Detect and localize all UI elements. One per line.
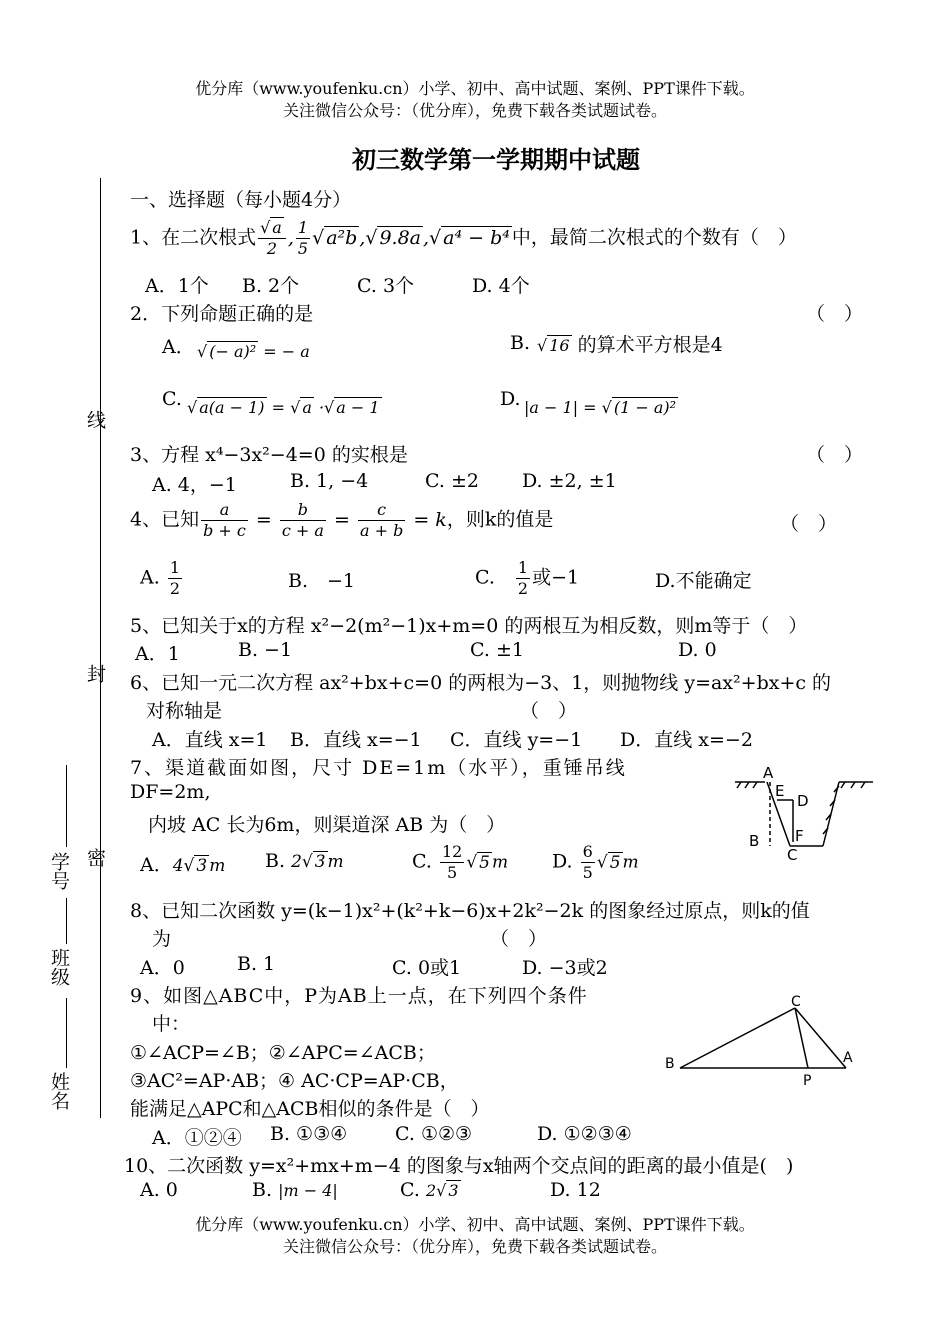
q2-stem: 2．下列命题正确的是 xyxy=(130,303,314,325)
q4-option-c-label: C. xyxy=(475,566,495,589)
q10-option-a: A. 0 xyxy=(140,1179,178,1201)
q6-option-b: B．直线 x=−1 xyxy=(290,729,422,751)
q6-paren: （ ） xyxy=(520,700,578,722)
q1-option-d: D. 4个 xyxy=(472,275,530,297)
binding-line xyxy=(100,178,101,1118)
q4-formula: $\frac{a}{b + c}$ = $\frac{b}{c + a}$ = $\frac{c}{a + b}$ = k xyxy=(203,500,447,540)
q2-option-b-label: B. xyxy=(510,332,531,354)
q5-option-c: C. ±1 xyxy=(470,639,524,661)
q7-fig-label-e: E xyxy=(775,782,785,800)
section-heading: 一、选择题（每小题4分） xyxy=(130,189,352,211)
student-id-line xyxy=(66,765,67,847)
q4-prefix: 4、已知 xyxy=(130,508,200,531)
q8-stem-2: 为 xyxy=(152,928,172,950)
q4-option-c: C. $\frac{1}{2}$ 或−1 xyxy=(475,558,580,598)
q9-fig-label-c: C xyxy=(791,994,801,1010)
q5-option-d: D. 0 xyxy=(678,639,717,661)
page-title: 初三数学第一学期期中试题 xyxy=(352,146,640,174)
q2-option-b-text: 的算术平方根是4 xyxy=(577,334,723,356)
q10-option-b: B. |m − 4| xyxy=(252,1179,338,1201)
q2-paren: （ ） xyxy=(806,303,864,325)
q2-option-d-formula: |a − 1| = √ (1 − a)² xyxy=(524,398,677,417)
q6-stem: 6、已知一元二次方程 ax²+bx+c=0 的两根为−3、1，则抛物线 y=ax²+bx+c 的 xyxy=(130,672,832,694)
q4-suffix: ，则k的值是 xyxy=(446,508,554,531)
q8-option-b: B. 1 xyxy=(237,953,276,975)
q7-option-d: D. $\frac{6}{5}$ √ 5 m xyxy=(552,842,639,882)
header-line-1: 优分库（www.youfenku.cn）小学、初中、高中试题、案例、PPT课件下载。 xyxy=(195,79,755,98)
q2-option-b: √ 16 的算术平方根是4 xyxy=(537,334,723,356)
q6-stem-2: 对称轴是 xyxy=(146,700,223,722)
student-id-label: 学号 xyxy=(48,852,70,890)
q2-option-c-formula: √ a(a − 1) = √ a ·√ a − 1 xyxy=(187,398,380,417)
q1-option-b: B. 2个 xyxy=(242,275,300,297)
q9-stem-2: 中： xyxy=(152,1013,191,1035)
q7-stem: 7、渠道截面如图，尺寸 DE=1m（水平），重锤吊线 xyxy=(130,757,627,779)
q8-paren: （ ） xyxy=(490,928,548,950)
q10-option-c-label: C. xyxy=(400,1179,420,1201)
q4-paren: （ ） xyxy=(780,513,838,535)
q2-option-a-formula: √ (− a)² = − a xyxy=(197,342,310,361)
q5-option-b: B. −1 xyxy=(238,639,293,661)
q6-option-d: D．直线 x=−2 xyxy=(620,729,753,751)
q1-radicals: $\frac{√ a}{2}$ , $\frac{1}{5}$ √ a²b ,√ 9.8a ,√ a⁴ − b⁴ xyxy=(260,218,510,258)
q7-fig-label-d: D xyxy=(797,792,809,810)
q3-stem: 3、方程 x⁴−3x²−4=0 的实根是 xyxy=(130,444,408,466)
q9-condition-line-1: ①∠ACP=∠B；②∠APC=∠ACB； xyxy=(130,1042,436,1064)
q4-option-a: A. $\frac{1}{2}$ xyxy=(140,558,180,598)
q7-option-a: A．4√ 3 m xyxy=(140,854,226,876)
q9-stem: 9、如图△ABC中，P为AB上一点，在下列四个条件 xyxy=(130,985,588,1007)
q7-stem-3: 内坡 AC 长为6m，则渠道深 AB 为（ ） xyxy=(148,814,506,836)
q3-option-d: D. ±2, ±1 xyxy=(522,470,617,492)
name-label: 姓名 xyxy=(48,1072,70,1110)
q7-option-b-label: B. xyxy=(265,850,286,872)
q9-option-a: A．①②④ xyxy=(152,1127,242,1149)
q3-option-b: B. 1, −4 xyxy=(290,470,369,492)
q10-option-c: C. 2√ 3 xyxy=(400,1179,459,1201)
binding-label-feng: 封 xyxy=(84,664,106,683)
class-line xyxy=(66,898,67,944)
q7-fig-label-c: C xyxy=(787,846,798,862)
q9-triangle-figure xyxy=(660,990,860,1090)
q10-option-b-label: B. xyxy=(252,1179,273,1201)
q9-condition-line-2: ③AC²=AP·AB；④ AC·CP=AP·CB， xyxy=(130,1070,459,1092)
q8-stem: 8、已知二次函数 y=(k−1)x²+(k²+k−6)x+2k²−2k 的图象经过原点，则k的值 xyxy=(130,900,810,922)
q4-option-b: B. −1 xyxy=(288,570,356,592)
q3-option-c: C. ±2 xyxy=(425,470,479,492)
q8-option-c: C. 0或1 xyxy=(392,957,462,979)
footer-line-1: 优分库（www.youfenku.cn）小学、初中、高中试题、案例、PPT课件下载。 xyxy=(195,1215,755,1234)
q7-stem-2: DF=2m, xyxy=(130,781,211,803)
q3-option-a: A. 4，−1 xyxy=(152,474,237,496)
header-line-2: 关注微信公众号：（优分库），免费下载各类试题试卷。 xyxy=(282,101,667,120)
footer-line-2: 关注微信公众号：（优分库），免费下载各类试题试卷。 xyxy=(282,1237,667,1256)
q7-option-c: C. $\frac{12}{5}$ √ 5 m xyxy=(412,842,509,882)
q3-paren: （ ） xyxy=(806,444,864,466)
q7-option-d-label: D. xyxy=(552,850,573,873)
q2-option-c-label: C. xyxy=(162,388,182,410)
q6-option-c: C．直线 y=−1 xyxy=(450,729,583,751)
q10-option-d: D. 12 xyxy=(550,1179,601,1201)
q9-option-b: B. ①③④ xyxy=(270,1123,348,1145)
q7-fig-label-f: F xyxy=(795,827,804,845)
q9-option-d: D. ①②③④ xyxy=(537,1123,632,1145)
q1-option-a: A．1个 xyxy=(145,275,209,297)
q1-prefix: 1、在二次根式 xyxy=(130,226,257,249)
q9-stem-3: 能满足△APC和△ACB相似的条件是（ ） xyxy=(130,1098,490,1120)
q1-suffix: 中，最简二次根式的个数有（ ） xyxy=(511,226,797,249)
binding-label-mi: 密 xyxy=(84,848,106,867)
q10-stem: 10、二次函数 y=x²+mx+m−4 的图象与x轴两个交点间的距离的最小值是( ) xyxy=(124,1155,794,1177)
class-label: 班级 xyxy=(48,948,70,986)
q8-option-d: D. −3或2 xyxy=(522,957,608,979)
q4-option-c-text: 或−1 xyxy=(532,566,580,589)
q6-option-a: A．直线 x=1 xyxy=(152,729,268,751)
q7-option-a-label: A． xyxy=(140,854,173,876)
q1-option-c: C. 3个 xyxy=(357,275,415,297)
q7-channel-figure xyxy=(735,762,885,862)
q9-option-c: C. ①②③ xyxy=(395,1123,473,1145)
question-4 xyxy=(130,500,553,541)
q7-option-b: B. 2√ 3 m xyxy=(265,850,344,872)
binding-label-xian: 线 xyxy=(84,410,106,429)
q9-fig-label-a: A xyxy=(843,1050,853,1066)
q2-option-a-label: A． xyxy=(162,336,195,358)
q9-fig-label-b: B xyxy=(665,1056,675,1072)
q7-fig-label-a: A xyxy=(763,764,774,782)
q4-option-a-label: A. xyxy=(140,566,160,589)
q2-option-d-label: D. xyxy=(500,388,521,410)
q7-fig-label-b: B xyxy=(749,832,760,850)
question-1 xyxy=(130,218,797,259)
q8-option-a: A．0 xyxy=(140,957,185,979)
name-line xyxy=(66,998,67,1068)
q9-fig-label-p: P xyxy=(803,1073,812,1089)
q5-option-a: A．1 xyxy=(135,643,180,665)
q7-option-c-label: C. xyxy=(412,850,432,873)
q4-option-d: D.不能确定 xyxy=(655,570,752,592)
q5-stem: 5、已知关于x的方程 x²−2(m²−1)x+m=0 的两根互为相反数，则m等于（ ） xyxy=(130,615,808,637)
